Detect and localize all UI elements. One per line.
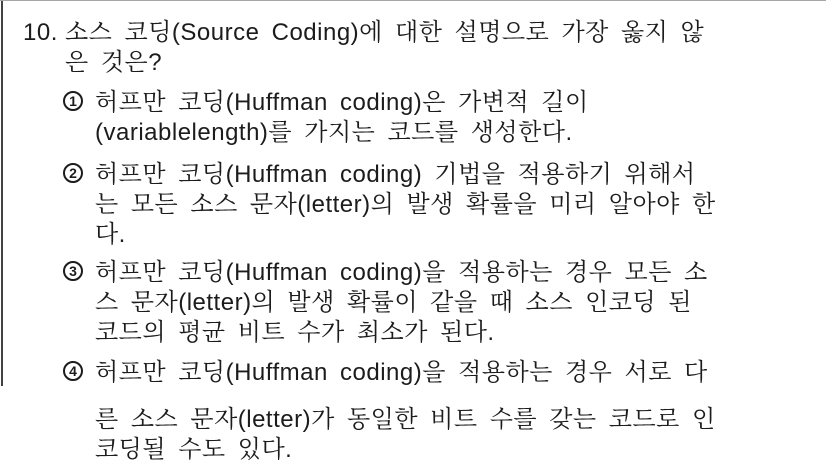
option-4-line-1: 허프만 코딩(Huffman coding)을 적용하는 경우 서로 다	[95, 359, 708, 386]
option-1	[63, 88, 826, 148]
option-2-marker-cell	[63, 160, 95, 183]
question-number: 10.	[23, 19, 58, 46]
option-2-line-3: 다.	[95, 221, 126, 248]
question-10	[0, 18, 826, 465]
question-stem	[23, 18, 826, 78]
option-3	[63, 258, 826, 348]
option-1-line-1: 허프만 코딩(Huffman coding)은 가변적 길이	[95, 89, 589, 116]
option-1-circled-number: 1	[63, 91, 83, 111]
option-3-line-3: 코드의 평균 비트 수가 최소가 된다.	[95, 319, 495, 346]
option-4-marker-cell	[63, 358, 95, 381]
option-4-circled-number: 4	[63, 361, 83, 381]
option-3-circled-number: 3	[63, 261, 83, 281]
question-line-1: 소스 코딩(Source Coding)에 대한 설명으로 가장 옳지 않	[65, 19, 705, 46]
option-1-marker-cell	[63, 88, 95, 111]
option-2-circled-number: 2	[63, 163, 83, 183]
question-line-2: 은 것은?	[65, 49, 163, 76]
option-4	[63, 358, 826, 465]
option-4-line-3: 코딩될 수도 있다.	[95, 436, 293, 463]
option-2-line-1: 허프만 코딩(Huffman coding) 기법을 적용하기 위해서	[95, 161, 696, 188]
option-1-line-2: (variablelength)를 가지는 코드를 생성한다.	[95, 119, 573, 146]
option-2-line-2: 는 모든 소스 문자(letter)의 발생 확률을 미리 알아야 한	[95, 191, 716, 218]
option-3-line-2: 스 문자(letter)의 발생 확률이 같을 때 소스 인코딩 된	[95, 289, 692, 316]
option-4-line-2: 른 소스 문자(letter)가 동일한 비트 수를 갖는 코드로 인	[95, 406, 716, 433]
option-2	[63, 160, 826, 250]
option-3-line-1: 허프만 코딩(Huffman coding)을 적용하는 경우 모든 소	[95, 259, 708, 286]
option-3-marker-cell	[63, 258, 95, 281]
